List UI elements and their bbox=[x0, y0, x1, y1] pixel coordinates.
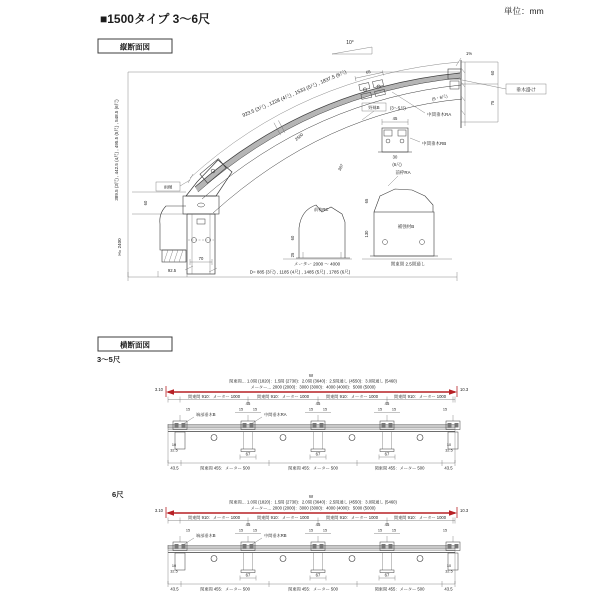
dim-15-c3r: 15 bbox=[322, 407, 328, 412]
corner-left-label-6: 3.10 bbox=[154, 508, 163, 513]
dim-45-6c2: 45 bbox=[245, 522, 251, 527]
dim-15-c4l: 15 bbox=[377, 407, 383, 412]
hokyozai-label: 補強材B bbox=[397, 224, 415, 229]
segment-dim-6-2: 関東間 910：メーター 1000 bbox=[256, 515, 310, 520]
dim-15-6c1: 15 bbox=[185, 528, 191, 533]
dim-15-c2r: 15 bbox=[252, 407, 258, 412]
segment-dim-1: 関東間 910：メーター 1000 bbox=[187, 394, 241, 399]
bottom-seg-6-2: 関東間 455：メーター 500 bbox=[288, 586, 338, 592]
dim-15-c5: 15 bbox=[442, 407, 448, 412]
dim-67-row-6 bbox=[240, 573, 395, 581]
dim-15-c3l: 15 bbox=[308, 407, 314, 412]
stack-325-l: 32.5 bbox=[170, 448, 178, 453]
meter-range-label: メーター 2000 〜 4000 bbox=[293, 261, 341, 267]
takegake-label: 垂木掛け bbox=[515, 87, 537, 94]
range-a-label: (3〜5尺) bbox=[390, 105, 406, 111]
meter-dim-label: メーター… 2000 (2000)：3000 (3000)：4000 (4000)：5000 (5000) bbox=[250, 384, 376, 390]
sub-label-3-5: 3〜5尺 bbox=[97, 355, 121, 364]
chukan-ra-label: 中間垂木RA bbox=[427, 112, 452, 117]
segment-dim-line bbox=[168, 393, 455, 403]
mid-rafter-label: 中間垂木RA bbox=[264, 412, 287, 417]
dim-67-6-2: 67 bbox=[315, 572, 321, 578]
wall-side bbox=[431, 60, 546, 128]
dim-45-c3: 45 bbox=[315, 401, 321, 406]
stack-10-r: 10 bbox=[446, 443, 452, 447]
meter-dim-label-6: メーター… 2000 (2000)：3000 (3000)：4000 (4000)：5000 (5000) bbox=[250, 505, 376, 511]
angle-indicator bbox=[332, 40, 372, 54]
maewaku-ra-label: 前枠RA bbox=[395, 170, 411, 175]
dim-15-6c3r: 15 bbox=[322, 528, 328, 533]
dim-45-6c3: 45 bbox=[315, 522, 321, 527]
edge-dim-6l: 43.5 bbox=[170, 586, 179, 592]
roof-panel bbox=[168, 425, 455, 432]
dim-15-6c2r: 15 bbox=[252, 528, 258, 533]
bottom-seg-2: 関東間 455：メーター 500 bbox=[288, 465, 338, 471]
arc-width-label: 367 bbox=[336, 163, 345, 172]
section-label: 縦断面図 bbox=[120, 42, 150, 52]
corner-left-label: 3.10 bbox=[154, 387, 163, 392]
dim-25-label: 25 bbox=[290, 252, 295, 258]
bottom-seg-1: 関東間 455：メーター 500 bbox=[200, 465, 250, 471]
segment-dim-6-3: 関東間 910：メーター 1000 bbox=[325, 515, 379, 520]
eave-note: (5・6尺) bbox=[431, 93, 448, 102]
segment-dim-line-6 bbox=[168, 514, 455, 524]
dim-15-6c4r: 15 bbox=[391, 528, 397, 533]
end-rafter-label-6: 端部垂木B bbox=[196, 533, 216, 538]
dim-65b-label: 65 bbox=[364, 198, 369, 204]
height-dim-label: 389.5 (3尺) , 442.5 (4尺) , 495.5 (5尺) , 548.5 (6尺) bbox=[114, 99, 119, 201]
dim-67-6-3: 67 bbox=[384, 572, 390, 578]
kanto-note-label: 関東間 2.5間通し bbox=[390, 261, 426, 267]
dim-67-row bbox=[240, 452, 395, 460]
post bbox=[187, 214, 215, 274]
post-height-label: H= 2400 bbox=[117, 238, 122, 256]
dim-45-label: 45 bbox=[392, 116, 398, 121]
segment-dim-6-1: 関東間 910：メーター 1000 bbox=[187, 515, 241, 520]
dim-65-label: 65 bbox=[365, 68, 372, 75]
segment-dim-6-4: 関東間 910：メーター 1000 bbox=[393, 515, 447, 520]
bolt-circles bbox=[211, 435, 423, 441]
header bbox=[100, 6, 544, 26]
beam-box bbox=[183, 196, 219, 214]
dim-67-1: 67 bbox=[245, 451, 251, 457]
dimension-frame bbox=[128, 72, 461, 277]
roof-panel-6 bbox=[168, 546, 455, 553]
dim-70-label: 70 bbox=[198, 256, 204, 261]
w-label: W bbox=[308, 373, 314, 378]
dim-45-6c4: 45 bbox=[384, 522, 390, 527]
dim-45-c2: 45 bbox=[245, 401, 251, 406]
corner-right-label: 10.3 bbox=[460, 387, 469, 392]
nobuchi-callout bbox=[362, 103, 406, 120]
sub-label-6: 6尺 bbox=[112, 490, 124, 499]
bottom-seg-3: 関東間 455：メーター 500 bbox=[374, 465, 425, 471]
range-b-label: (6尺) bbox=[392, 162, 402, 167]
edge-stacked-dims-6 bbox=[170, 564, 452, 574]
cross-section-3-5 bbox=[155, 373, 469, 472]
segment-dim-2: 関東間 910：メーター 1000 bbox=[256, 394, 310, 399]
corner-right-label-6: 10.3 bbox=[460, 508, 469, 513]
dim-67-2: 67 bbox=[315, 451, 321, 457]
dim-15-6c5: 15 bbox=[442, 528, 448, 533]
maewaku-rc-label: 前枠RC bbox=[314, 207, 329, 212]
vertical-section-drawing bbox=[98, 39, 546, 281]
bottom-seg-6-3: 関東間 455：メーター 500 bbox=[374, 586, 425, 592]
bottom-seg-6-1: 関東間 455：メーター 500 bbox=[200, 586, 250, 592]
w-label-6: W bbox=[308, 494, 314, 499]
dim-30-label: 30 bbox=[392, 154, 398, 160]
slope-label: 1% bbox=[466, 51, 473, 56]
stack-325-6r: 32.5 bbox=[445, 569, 453, 574]
dim-925-label: 92.5 bbox=[167, 268, 177, 273]
dim-15-6c4l: 15 bbox=[377, 528, 383, 533]
dim-60-left: 60 bbox=[143, 200, 148, 206]
kanto-dim-label-6: 関東間… 1.0間 (1820)：1.5間 (2730)：2.0間 (3640)：2.5間通し (4550)：3.0間通し (5460) bbox=[229, 499, 397, 505]
stack-10-6r: 10 bbox=[446, 564, 452, 568]
unit-label: 単位：mm bbox=[504, 6, 544, 16]
depth-dimension bbox=[128, 269, 457, 282]
end-rafter-label: 端部垂木B bbox=[196, 412, 216, 417]
edge-dim-6r: 43.5 bbox=[444, 586, 453, 592]
dim-130-label: 130 bbox=[364, 230, 369, 238]
dim-15-6c3l: 15 bbox=[308, 528, 314, 533]
dim-60-label: 60 bbox=[290, 235, 295, 241]
segment-dim-3: 関東間 910：メーター 1000 bbox=[325, 394, 379, 399]
maewaku-rc-detail bbox=[283, 205, 352, 268]
rafter-callouts-6 bbox=[183, 532, 287, 545]
rafter-dims bbox=[186, 401, 447, 413]
bottom-dim-line-6 bbox=[168, 581, 455, 593]
kanto-dim-label: 関東間… 1.0間 (1820)：1.5間 (2730)：2.0間 (3640)：2.5間通し (4550)：3.0間通し (5460) bbox=[229, 378, 397, 384]
bolt-circles-6 bbox=[211, 556, 423, 562]
stack-325-6l: 32.5 bbox=[170, 569, 178, 574]
rafter-callouts bbox=[183, 411, 287, 424]
dim-67-3: 67 bbox=[384, 451, 390, 457]
bottom-dim-line bbox=[168, 460, 455, 472]
dim-15-c1: 15 bbox=[185, 407, 191, 412]
edge-dim-l: 43.5 bbox=[170, 465, 179, 471]
nobuchi-label: 野縁B bbox=[368, 105, 380, 110]
chukan-rb-detail bbox=[378, 116, 446, 168]
dim-45-c4: 45 bbox=[384, 401, 390, 406]
hokyozai-detail bbox=[362, 189, 452, 268]
amadoi-label: 雨樋 bbox=[163, 184, 173, 190]
right-dim-a: 60 bbox=[490, 70, 495, 76]
radius-label: 2500 bbox=[293, 131, 305, 142]
dim-15-c4r: 15 bbox=[391, 407, 397, 412]
stack-325-r: 32.5 bbox=[445, 448, 453, 453]
angle-label: 10° bbox=[346, 40, 354, 46]
dim-15-6c2l: 15 bbox=[238, 528, 244, 533]
segment-dim-4: 関東間 910：メーター 1000 bbox=[393, 394, 447, 399]
cross-section-header bbox=[97, 337, 172, 499]
cross-section-label: 横断面図 bbox=[120, 340, 150, 350]
edge-dim-r: 43.5 bbox=[444, 465, 453, 471]
front-frame-profile bbox=[160, 206, 186, 250]
stack-10-6l: 10 bbox=[171, 564, 177, 568]
chukan-rb-label: 中間垂木RB bbox=[422, 141, 447, 146]
rafter-dims-6 bbox=[186, 522, 447, 534]
post-assembly bbox=[156, 159, 232, 277]
stack-10-l: 10 bbox=[171, 443, 177, 447]
edge-stacked-dims bbox=[170, 443, 452, 453]
right-dim-b: 75 bbox=[490, 100, 495, 106]
maewaku-ra-callout bbox=[388, 169, 411, 186]
mid-rafter-label-6: 中間垂木RB bbox=[264, 533, 287, 538]
page-title: ■1500タイプ 3〜6尺 bbox=[100, 12, 211, 26]
cross-section-6 bbox=[155, 494, 469, 593]
arc-length-dim: 923.5 (3尺) , 1228 (4尺) , 1533 (5尺) , 1837.5 (6尺) bbox=[241, 69, 348, 119]
dim-15-c2l: 15 bbox=[238, 407, 244, 412]
depth-dim-label: D= 885 (3尺) , 1185 (4尺) , 1485 (5尺) , 1785 (6尺) bbox=[249, 269, 351, 275]
dim-67-6-1: 67 bbox=[245, 572, 251, 578]
